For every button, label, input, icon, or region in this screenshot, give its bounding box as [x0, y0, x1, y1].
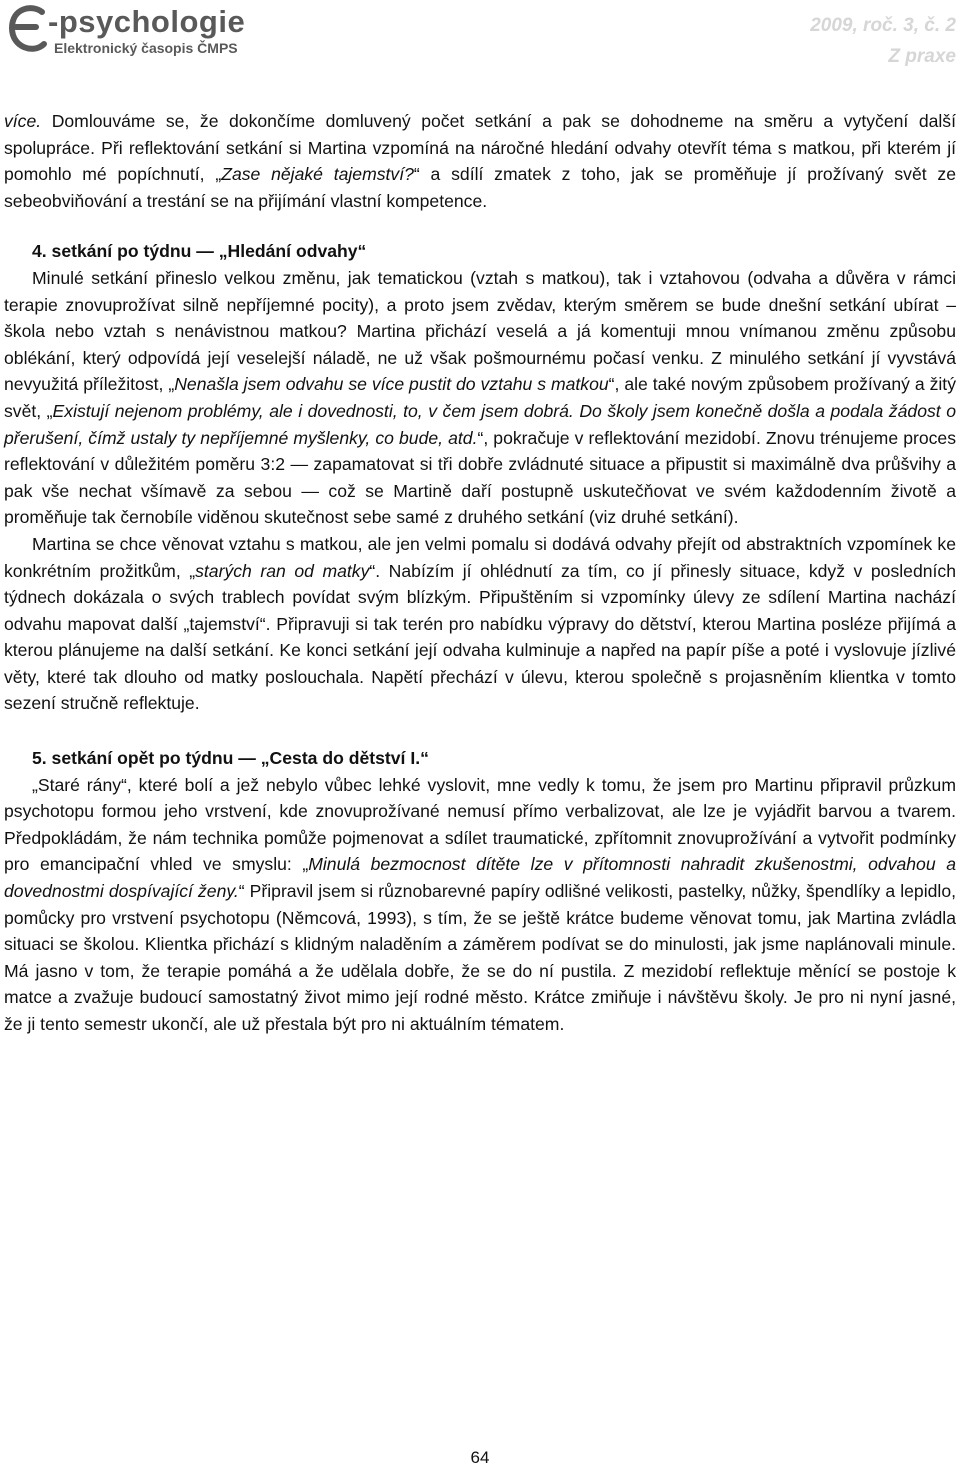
text: “. Nabízím jí ohlédnutí za tím, co jí přinesly situace, když v posledních týdnech dokázala o svých trablech povídat svým blízkým. Připuštěním si vzpomínky úlevy ze sdílení Martina nachází odvahu mapovat další „tajemství“. Připravuji si tak terén pro nabídku výpravy do dětství, kterou Martina posléze přijímá a kterou plánujeme na další setkání. Ke konci setkání její odvaha kulminuje a napřed na papír píše a poté i vyslovuje jízlivé věty, které tak dlouho od matky poslouchala. Napětí přechází v úlevu, kterou společně s projasněním klientka v tomto sezení stručně reflektuje. [4, 560, 956, 714]
journal-logo [6, 2, 296, 62]
text: “, pokračuje v reflektování mezidobí. Znovu trénujeme proces reflektování v důležitém poměru 3:2 — zapamatovat si tři dobře zvládnuté situace a připustit si maximálně dva průšvihy a pak vše nechat všímavě za sebou — což se Martině daří postupně uskutečňovat ve svém každodenním životě a proměňuje tak černobíle viděnou skutečnost sebe samé z druhého setkání (viz druhé setkání). [4, 427, 957, 528]
paragraph [4, 772, 956, 1038]
paragraph [4, 265, 956, 531]
e-logo-icon [6, 2, 54, 58]
section-heading-5: 5. setkání opět po týdnu — „Cesta do dětství I.“ [32, 748, 429, 769]
text-italic: Nenašla jsem odvahu se více pustit do vztahu s matkou [174, 374, 609, 395]
text: Domlouváme se, že dokončíme domluvený počet setkání a pak se dohodneme na směru a vytyčení další spolupráce. Při reflektování setkání si Martina vzpomíná na náročné hledání odvahy otevřít téma s matkou, při kterém jí pomohlo mé popíchnutí, „ [4, 111, 956, 185]
text: “ Připravil jsem si různobarevné papíry odlišné velikosti, pastelky, nůžky, špendlíky a lepidlo, pomůcky pro vrstvení psychotopu (Němcová, 1993), s tím, že se ještě krátce budeme věnovat tomu, jak Martina zvládla situaci se školou. Klientka přichází s klidným naladěním a záměrem podívat se do minulosti, jak jsme naplánovali minule. Má jasno v tom, že terapie pomáhá a že udělala dobře, že se do ní pustila. Z mezidobí reflektuje měnící se postoje k matce a zvažuje budoucí samostatný život mimo její rodné město. Krátce zmiňuje i návštěvu školy. Je pro ni nyní jasné, že ji tento semestr ukončí, ale už přestala být pro ni aktuálním tématem. [4, 881, 956, 1034]
logo-wordmark: -psychologie [48, 4, 246, 39]
paragraph-intro [4, 108, 956, 214]
text: „Staré rány“, které bolí a jež nebylo vůbec lehké vyslovit, mne vedly k tomu, že jsem pro Martinu připravil průzkum psychotopu formou jeho vrstvení, kde znovuprožívané nemusí přímo verbalizovat, ale lze je vyjádřit barvou a tvarem. Předpokládám, že nám technika pomůže pojmenovat a sdílet traumatické, zpřítomnit znovuprožívání a vytvořit podmínky pro emancipační vhled ve smyslu: „ [4, 774, 956, 875]
page-number: 64 [470, 1448, 490, 1467]
text-italic: starých ran od matky [195, 560, 370, 581]
article-body [4, 108, 956, 1038]
page-header [0, 0, 960, 90]
text-italic: Zase nějaké tajemství? [221, 164, 414, 185]
text: Martina se chce věnovat vztahu s matkou, ale jen velmi pomalu si dodává odvahy přejít od abstraktních vzpomínek ke konkrétním prožitkům, „ [4, 533, 956, 581]
text: “, ale také novým způsobem prožívaný a žitý svět, „ [4, 374, 956, 421]
text-italic: Minulá bezmocnost dítěte lze v přítomnosti nahradit zkušenostmi, odvahou a dovednostmi dospívající ženy. [4, 854, 956, 902]
text: Minulé setkání přineslo velkou změnu, jak tematickou (vztah s matkou), tak i vztahovou (odvaha a důvěra v rámci terapie znovuprožívat silně nepříjemné pocity), a proto jsem zvědav, kterým směrem se bude dnešní setkání ubírat – škola nebo vztah s nenávistnou matkou? Martina přichází veselá a já komentuji mnou vnímanou změnu způsobu oblékání, který odpovídá její veselejší náladě, ne už však pošmournému počasí venku. Z minulého setkání jí vyvstává nevyužitá příležitost, „ [4, 267, 956, 395]
issue-number: 2009, roč. 3, č. 2 [810, 15, 956, 36]
section-heading-4: 4. setkání po týdnu — „Hledání odvahy“ [32, 241, 367, 262]
text-italic: více. [4, 111, 42, 131]
issue-info [810, 10, 956, 72]
logo-subtitle: Elektronický časopis ČMPS [54, 40, 238, 56]
text-italic: Existují nejenom problémy, ale i dovednosti, to, v čem jsem dobrá. Do školy jsem konečně došla a podala žádost o přerušení, čímž ustaly ty nepříjemné myšlenky, co bude, atd. [4, 400, 956, 448]
paragraph [4, 531, 956, 717]
section-name: Z praxe [888, 46, 956, 67]
text: “ a sdílí zmatek z toho, jak se proměňuje jí prožívaný svět ze sebeobviňování a trestání se na přijímání vlastní kompetence. [4, 164, 956, 211]
